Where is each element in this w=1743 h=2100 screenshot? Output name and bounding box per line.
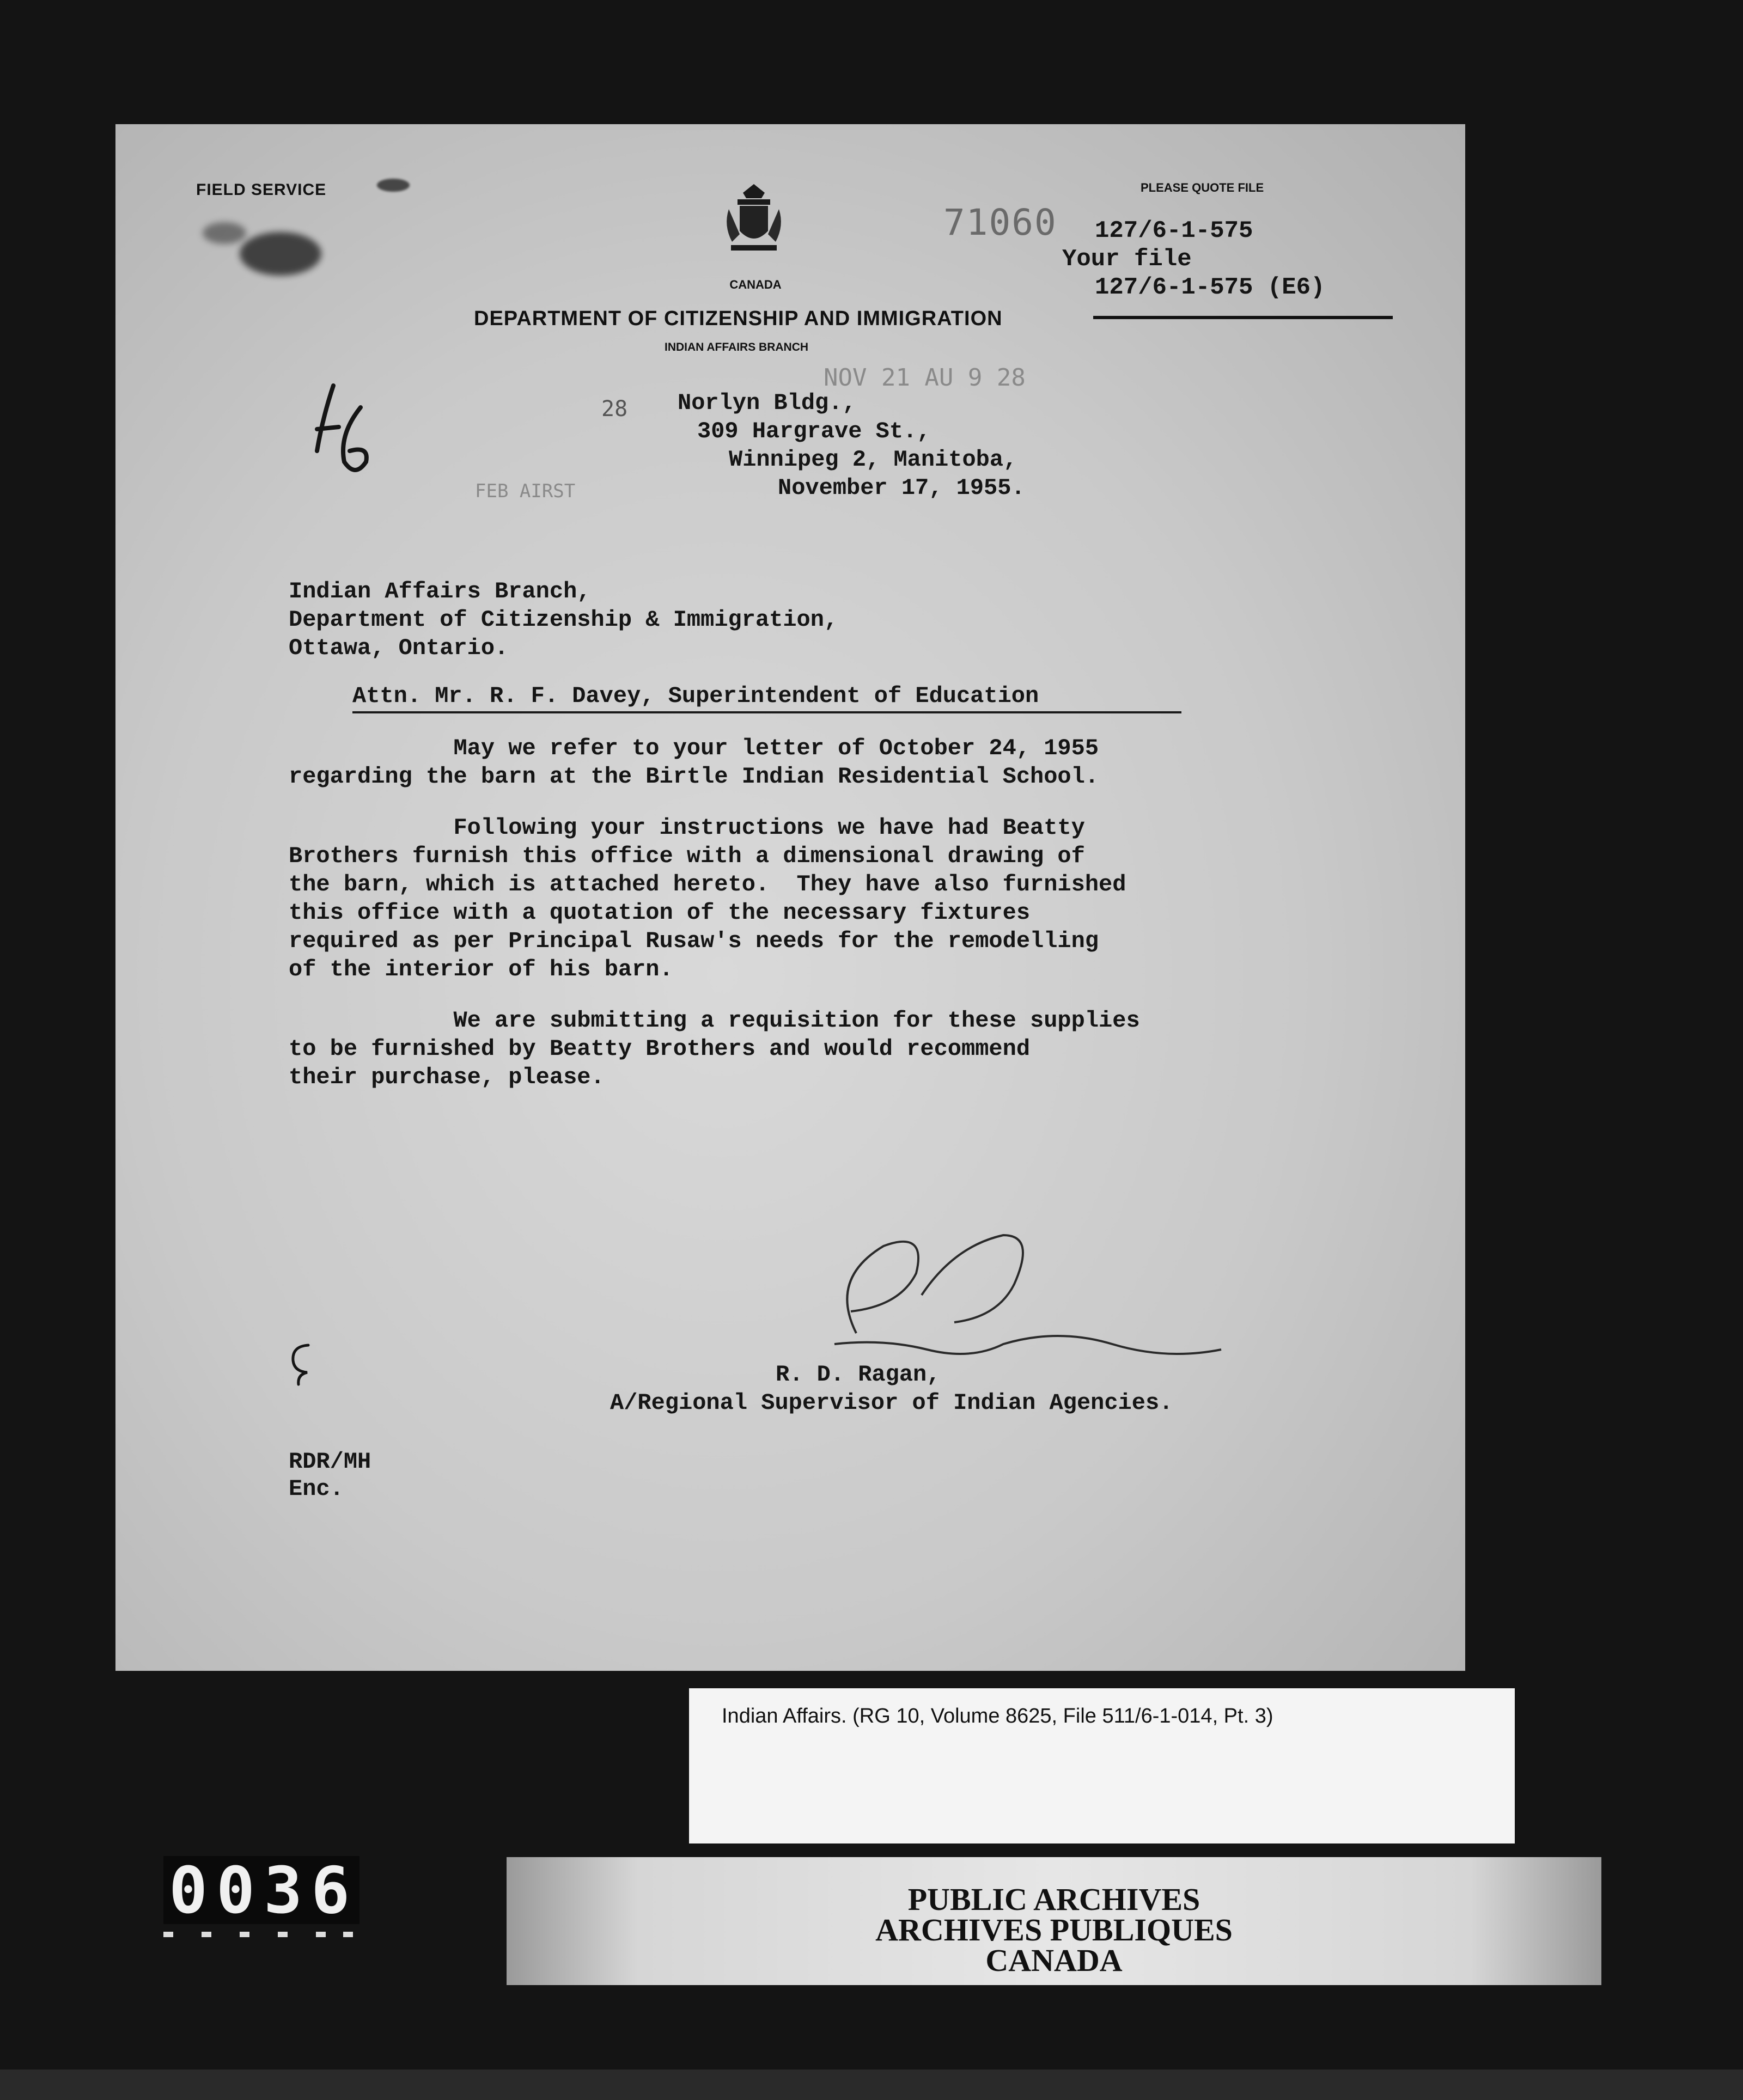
- film-edge-strip: [0, 2070, 1743, 2100]
- crest-label: CANADA: [729, 278, 782, 291]
- handwritten-signature: [775, 1213, 1276, 1371]
- signatory-name: R. D. Ragan,: [776, 1362, 941, 1388]
- archive-band-line2: ARCHIVES PUBLIQUES: [875, 1912, 1233, 1948]
- branch-heading: INDIAN AFFAIRS BRANCH: [665, 341, 809, 353]
- faded-stamp-word: FEB AIRST: [475, 480, 576, 502]
- letter-date: November 17, 1955.: [778, 475, 1025, 501]
- body-p3-line2: to be furnished by Beatty Brothers and would recommend: [289, 1036, 1031, 1062]
- handwritten-margin-number: [301, 375, 377, 484]
- ink-stain: [203, 222, 246, 244]
- enclosure-note: Enc.: [289, 1476, 344, 1502]
- archive-band-text: [507, 1884, 1601, 1976]
- letter-page: [115, 124, 1465, 1671]
- recipient-line1: Indian Affairs Branch,: [289, 578, 591, 605]
- faded-stamp-number: 28: [601, 396, 628, 422]
- coat-of-arms-icon: [721, 182, 787, 258]
- body-p2-line6: of the interior of his barn.: [289, 956, 673, 982]
- department-heading: DEPARTMENT OF CITIZENSHIP AND IMMIGRATION: [474, 307, 1003, 330]
- body-p2-line2: Brothers furnish this office with a dimensional drawing of: [289, 843, 1085, 869]
- sender-address-line3: Winnipeg 2, Manitoba,: [729, 447, 1017, 473]
- body-p3-line3: their purchase, please.: [289, 1064, 605, 1090]
- recipient-line2: Department of Citizenship & Immigration,: [289, 607, 838, 633]
- typist-initials: RDR/MH: [289, 1449, 371, 1475]
- frame-counter: [163, 1853, 359, 1928]
- attention-underline: [352, 711, 1181, 713]
- signatory-title: A/Regional Supervisor of Indian Agencies.: [610, 1390, 1173, 1416]
- file-ref-rule: [1093, 316, 1393, 319]
- ink-stain: [377, 179, 410, 192]
- body-p1-line1: May we refer to your letter of October 24, 1955: [289, 735, 1099, 761]
- your-file-label: Your file: [1062, 246, 1192, 273]
- body-p2-line5: required as per Principal Rusaw's needs for the remodelling: [289, 928, 1099, 954]
- quote-file-number: 127/6-1-575: [1095, 217, 1253, 245]
- body-p2-line3: the barn, which is attached hereto. They have also furnished: [289, 871, 1126, 898]
- handwritten-initial: [281, 1339, 319, 1388]
- field-service-label: FIELD SERVICE: [196, 181, 327, 199]
- public-archives-band: [507, 1857, 1601, 1985]
- body-p2-line1: Following your instructions we have had Beatty: [289, 815, 1085, 841]
- please-quote-file-label: PLEASE QUOTE FILE: [1141, 181, 1264, 194]
- body-p2-line4: this office with a quotation of the necessary fixtures: [289, 900, 1031, 926]
- archive-band-line3: CANADA: [985, 1943, 1123, 1978]
- recipient-line3: Ottawa, Ontario.: [289, 635, 509, 661]
- ink-stain: [240, 232, 321, 276]
- received-stamp-number: 71060: [943, 202, 1057, 243]
- your-file-number: 127/6-1-575 (E6): [1095, 274, 1325, 301]
- counter-indicator-dots: [158, 1931, 359, 1938]
- sender-address-line2: 309 Hargrave St.,: [697, 418, 931, 444]
- frame-counter-digits: 0036: [169, 1853, 359, 1928]
- body-p1-line2: regarding the barn at the Birtle Indian Residential School.: [289, 764, 1099, 790]
- archive-citation: Indian Affairs. (RG 10, Volume 8625, File 511/6-1-014, Pt. 3): [722, 1705, 1273, 1727]
- attention-line: Attn. Mr. R. F. Davey, Superintendent of Education: [352, 683, 1039, 709]
- archive-caption-card: [689, 1688, 1515, 1843]
- body-p3-line1: We are submitting a requisition for these supplies: [289, 1008, 1140, 1034]
- archive-band-line1: PUBLIC ARCHIVES: [907, 1882, 1200, 1917]
- received-date-stamp: NOV 21 AU 9 28: [824, 364, 1026, 392]
- sender-address-line1: Norlyn Bldg.,: [678, 390, 856, 416]
